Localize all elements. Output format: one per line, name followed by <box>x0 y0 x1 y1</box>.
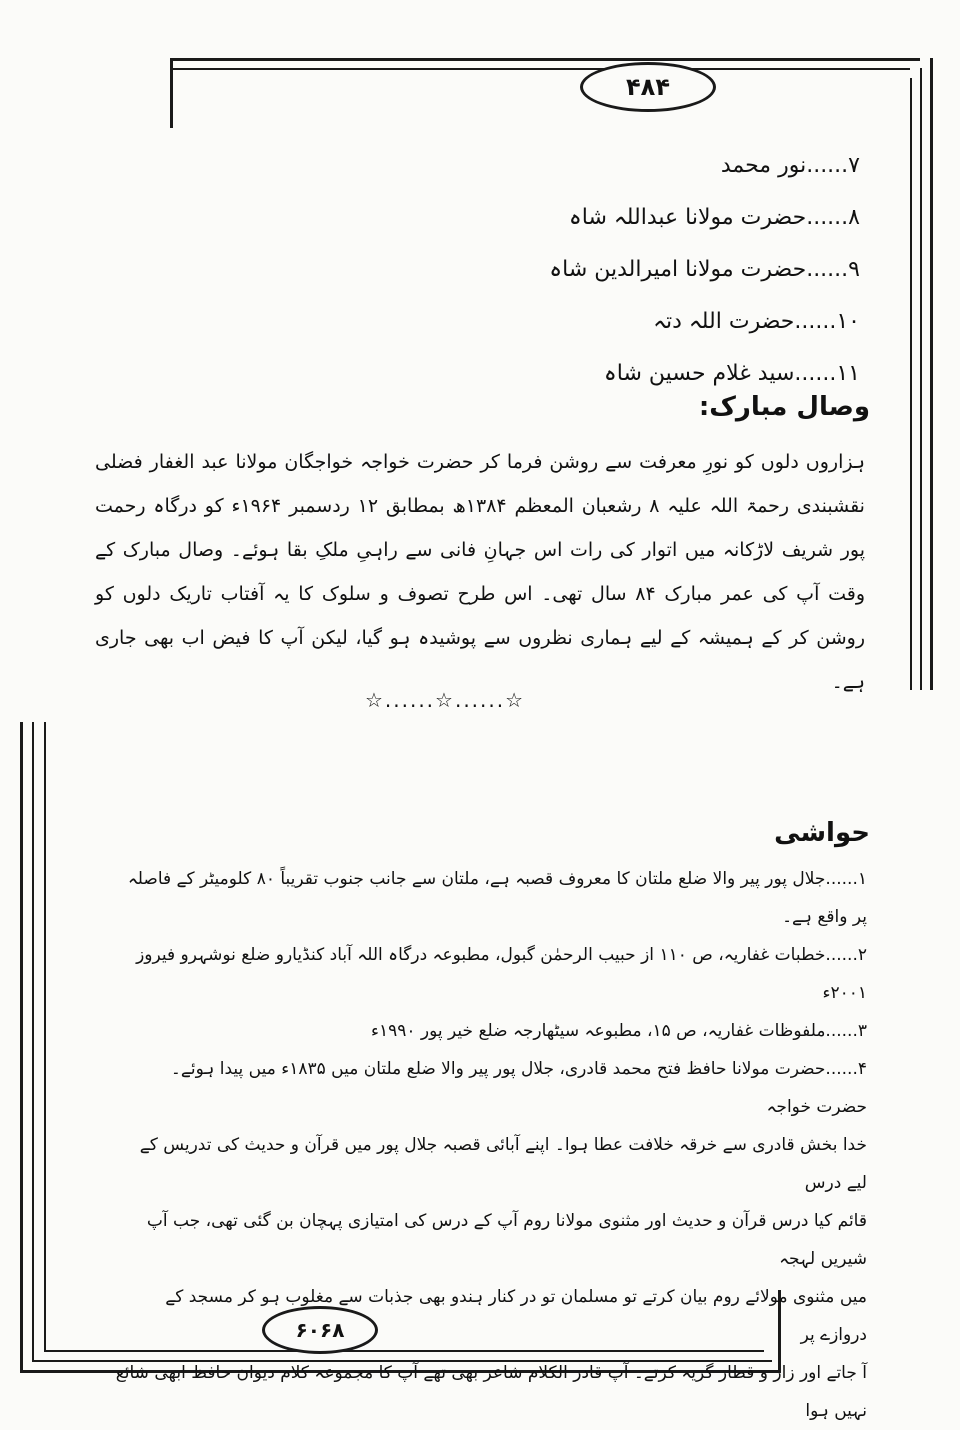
frame-left-line-outer <box>20 722 23 1372</box>
list-item: ۹......حضرت مولانا امیرالدین شاہ <box>549 257 860 282</box>
page-number-top: ۴۸۴ <box>580 62 716 112</box>
frame-left-line-inner <box>44 722 46 1352</box>
frame-right-line-inner <box>910 78 912 690</box>
footnote: ۲......خطبات غفاریہ، ص ۱۱۰ از حبیب الرحمٰن گبول، مطبوعہ درگاہ اللہ آباد کنڈیارو ضلع نوشہرو فیروز ۲۰۰۱ء <box>136 945 867 1003</box>
footnote: ۱......جلال پور پیر والا ضلع ملتان کا معروف قصبہ ہے، ملتان سے جانب جنوب تقریباً ۸۰ کلومیٹر کے فاصلہ پر واقع ہے۔ <box>127 869 867 927</box>
footnote: ۴......حضرت مولانا حافظ فتح محمد قادری، جلال پور پیر والا ضلع ملتان میں ۱۸۳۵ء میں پیدا ہوئے۔ حضرت خواجہ <box>170 1059 867 1117</box>
list-item: ۷......نور محمد <box>720 153 860 178</box>
frame-right-line-outer <box>930 58 933 690</box>
list-item: ۱۱......سید غلام حسین شاہ <box>603 361 860 386</box>
footnote-continuation: خدا بخش قادری سے خرقہ خلافت عطا ہوا۔ اپنے آبائی قصبہ جلال پور میں قرآن و حدیث کی تدریس کے لیے درس <box>139 1135 867 1193</box>
wisal-heading: وصال مبارک: <box>698 392 870 422</box>
page-number-bottom: ۶۰۶۸ <box>262 1306 378 1354</box>
footnotes <box>115 860 867 1430</box>
footnote: ۳......ملفوظات غفاریہ، ص ۱۵، مطبوعہ سیٹھارجہ ضلع خیر پور ۱۹۹۰ء <box>370 1021 867 1041</box>
frame-top-line-inner <box>170 68 910 70</box>
frame-left-line-top <box>170 58 173 128</box>
section-divider-stars: ☆......☆......☆ <box>364 688 526 712</box>
wisal-paragraph: ہزاروں دلوں کو نورِ معرفت سے روشن فرما کر حضرت خواجہ خواجگان مولانا عبد الغفار فضلی نقشبندی رحمۃ اللہ علیہ ۸ رشعبان المعظم ۱۳۸۴ھ بمطابق ۱۲ ردسمبر ۱۹۶۴ء کو درگاہ رحمت پور شریف لاڑکانہ میں اتوار کی رات اس جہانِ فانی سے راہیِ ملکِ بقا ہوئے۔ وصال مبارک کے وقت آپ کی عمر مبارک ۸۴ سال تھی۔ اس طرح تصوف و سلوک کا یہ آفتاب تاریک دلوں کو روشن کر کے ہمیشہ کے لیے ہماری نظروں سے پوشیدہ ہو گیا، لیکن آپ کا فیض اب بھی جاری ہے۔ <box>95 451 865 693</box>
frame-left-line-mid <box>32 722 34 1362</box>
list-item: ۱۰......حضرت اللہ دتہ <box>653 309 860 334</box>
footnote-continuation: آ جاتے اور زار و قطار گریہ کرتے۔ آپ قادر الکلام شاعر بھی تھے آپ کا مجموعہ کلام دیوان حافظ ابھی شائع نہیں ہوا <box>115 1363 867 1421</box>
list-item: ۸......حضرت مولانا عبداللہ شاہ <box>568 205 860 230</box>
footnote-continuation: قائم کیا درس قرآن و حدیث اور مثنوی مولانا روم آپ کے درس کی امتیازی پہچان بن گئی تھی، جب آپ شیریں لہجہ <box>146 1211 867 1269</box>
frame-right-line-mid <box>920 68 922 690</box>
names-list <box>549 140 860 400</box>
footnote-continuation: میں مثنوی مولائے روم بیان کرتے تو مسلمان تو در کنار ہندو بھی جذبات سے مغلوب ہو کر مسجد کے دروازے پر <box>165 1287 867 1345</box>
frame-top-line-outer <box>170 58 920 61</box>
hawashi-heading: حواشی <box>774 818 870 848</box>
